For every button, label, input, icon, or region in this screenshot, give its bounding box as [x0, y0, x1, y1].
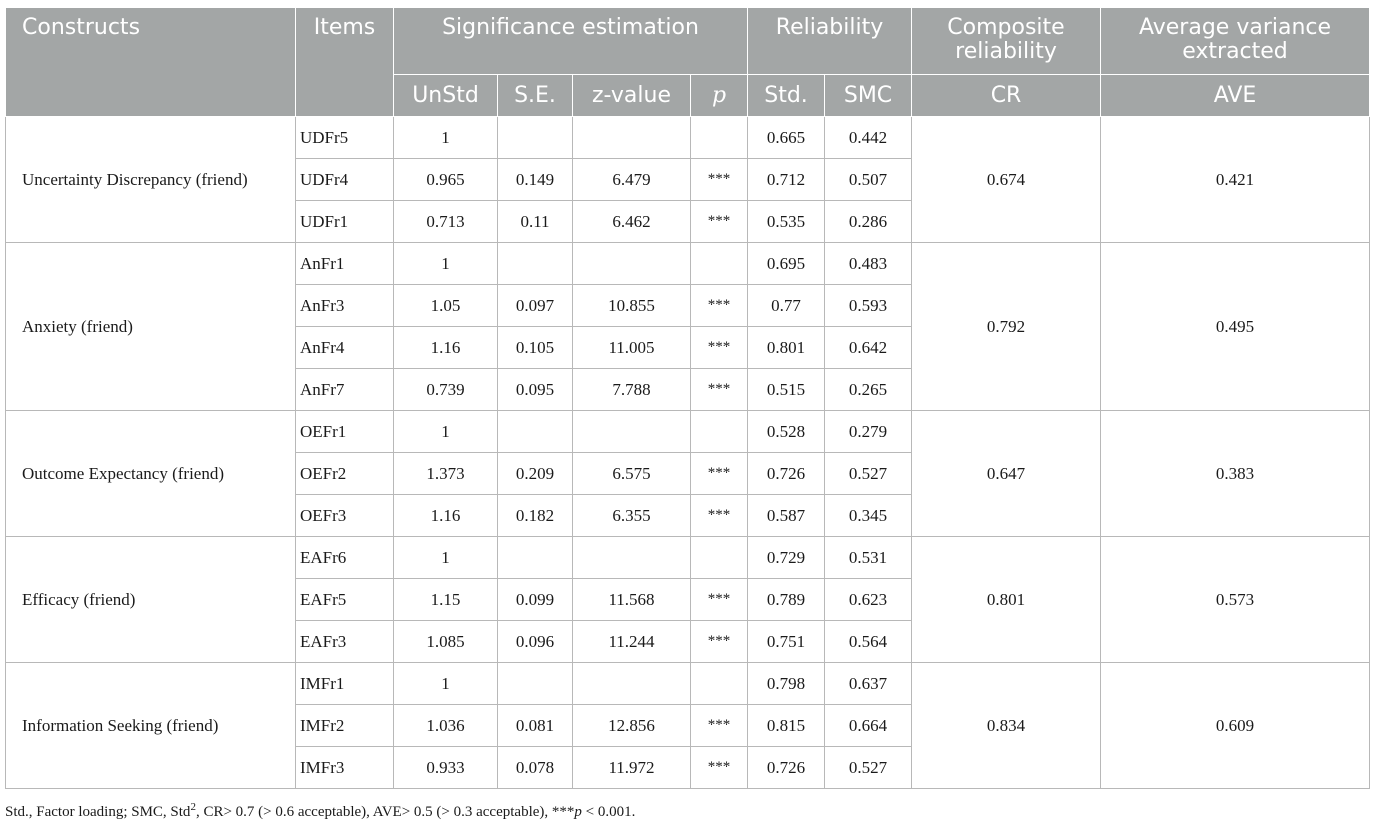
unstd-value: 1.085 [394, 621, 498, 663]
construct-name: Anxiety (friend) [6, 243, 296, 411]
z-value: 6.479 [573, 159, 691, 201]
p-significance [691, 117, 748, 159]
table-row [6, 663, 1370, 705]
cr-value: 0.647 [912, 411, 1101, 537]
item-code: AnFr7 [296, 369, 394, 411]
z-value [573, 117, 691, 159]
se-value: 0.095 [498, 369, 573, 411]
item-code: AnFr4 [296, 327, 394, 369]
se-value: 0.097 [498, 285, 573, 327]
std-value: 0.515 [748, 369, 825, 411]
ave-value: 0.495 [1101, 243, 1370, 411]
construct-name: Information Seeking (friend) [6, 663, 296, 789]
item-code: IMFr3 [296, 747, 394, 789]
ave-value: 0.383 [1101, 411, 1370, 537]
std-value: 0.726 [748, 747, 825, 789]
std-value: 0.801 [748, 327, 825, 369]
smc-value: 0.593 [825, 285, 912, 327]
p-significance: *** [691, 747, 748, 789]
std-value: 0.665 [748, 117, 825, 159]
item-code: IMFr1 [296, 663, 394, 705]
smc-value: 0.564 [825, 621, 912, 663]
z-value: 11.568 [573, 579, 691, 621]
se-value: 0.099 [498, 579, 573, 621]
z-value [573, 411, 691, 453]
item-code: UDFr4 [296, 159, 394, 201]
z-value [573, 243, 691, 285]
std-value: 0.77 [748, 285, 825, 327]
std-value: 0.528 [748, 411, 825, 453]
std-value: 0.712 [748, 159, 825, 201]
unstd-value: 1 [394, 537, 498, 579]
smc-value: 0.664 [825, 705, 912, 747]
cr-value: 0.834 [912, 663, 1101, 789]
unstd-value: 0.713 [394, 201, 498, 243]
header-constructs: Constructs [6, 8, 296, 117]
smc-value: 0.642 [825, 327, 912, 369]
ave-value: 0.609 [1101, 663, 1370, 789]
z-value: 11.244 [573, 621, 691, 663]
smc-value: 0.442 [825, 117, 912, 159]
table-row [6, 411, 1370, 453]
cfa-results-table [5, 7, 1370, 789]
se-value [498, 243, 573, 285]
smc-value: 0.623 [825, 579, 912, 621]
cr-value: 0.801 [912, 537, 1101, 663]
cr-value: 0.792 [912, 243, 1101, 411]
table-body [6, 117, 1370, 789]
p-significance: *** [691, 495, 748, 537]
z-value: 12.856 [573, 705, 691, 747]
unstd-value: 1.373 [394, 453, 498, 495]
smc-value: 0.265 [825, 369, 912, 411]
p-significance: *** [691, 621, 748, 663]
unstd-value: 1.05 [394, 285, 498, 327]
item-code: IMFr2 [296, 705, 394, 747]
smc-value: 0.637 [825, 663, 912, 705]
se-value [498, 411, 573, 453]
std-value: 0.798 [748, 663, 825, 705]
smc-value: 0.279 [825, 411, 912, 453]
item-code: EAFr6 [296, 537, 394, 579]
p-significance [691, 537, 748, 579]
unstd-value: 0.739 [394, 369, 498, 411]
p-significance: *** [691, 285, 748, 327]
item-code: OEFr3 [296, 495, 394, 537]
z-value: 11.972 [573, 747, 691, 789]
header-average-variance-extracted: Average variance extracted [1101, 8, 1370, 75]
header-unstd: UnStd [394, 75, 498, 117]
p-significance: *** [691, 705, 748, 747]
p-significance [691, 663, 748, 705]
header-z-value: z-value [573, 75, 691, 117]
item-code: OEFr2 [296, 453, 394, 495]
item-code: UDFr1 [296, 201, 394, 243]
se-value [498, 117, 573, 159]
p-significance [691, 411, 748, 453]
p-significance [691, 243, 748, 285]
std-value: 0.729 [748, 537, 825, 579]
z-value: 10.855 [573, 285, 691, 327]
header-smc: SMC [825, 75, 912, 117]
p-significance: *** [691, 453, 748, 495]
item-code: OEFr1 [296, 411, 394, 453]
construct-name: Outcome Expectancy (friend) [6, 411, 296, 537]
table-footnote: Std., Factor loading; SMC, Std$^2$, CR> 0.7 (> 0.6 acceptable), AVE> 0.5 (> 0.3 acceptable), ***p < 0.001. [5, 801, 636, 820]
item-code: AnFr3 [296, 285, 394, 327]
header-p: p [691, 75, 748, 117]
header-se: S.E. [498, 75, 573, 117]
se-value: 0.209 [498, 453, 573, 495]
z-value [573, 663, 691, 705]
se-value: 0.11 [498, 201, 573, 243]
table-header [6, 8, 1370, 117]
ave-value: 0.573 [1101, 537, 1370, 663]
header-composite-reliability: Composite reliability [912, 8, 1101, 75]
smc-value: 0.345 [825, 495, 912, 537]
p-significance: *** [691, 369, 748, 411]
se-value: 0.149 [498, 159, 573, 201]
se-value: 0.182 [498, 495, 573, 537]
table-row [6, 117, 1370, 159]
std-value: 0.751 [748, 621, 825, 663]
smc-value: 0.483 [825, 243, 912, 285]
std-value: 0.695 [748, 243, 825, 285]
z-value: 6.355 [573, 495, 691, 537]
p-significance: *** [691, 327, 748, 369]
header-cr: CR [912, 75, 1101, 117]
z-value [573, 537, 691, 579]
item-code: EAFr5 [296, 579, 394, 621]
smc-value: 0.286 [825, 201, 912, 243]
cr-value: 0.674 [912, 117, 1101, 243]
p-significance: *** [691, 159, 748, 201]
item-code: AnFr1 [296, 243, 394, 285]
z-value: 7.788 [573, 369, 691, 411]
item-code: UDFr5 [296, 117, 394, 159]
unstd-value: 1.16 [394, 327, 498, 369]
ave-value: 0.421 [1101, 117, 1370, 243]
unstd-value: 1 [394, 663, 498, 705]
smc-value: 0.527 [825, 453, 912, 495]
se-value [498, 663, 573, 705]
se-value: 0.096 [498, 621, 573, 663]
unstd-value: 1.16 [394, 495, 498, 537]
std-value: 0.789 [748, 579, 825, 621]
std-value: 0.535 [748, 201, 825, 243]
smc-value: 0.527 [825, 747, 912, 789]
smc-value: 0.507 [825, 159, 912, 201]
p-significance: *** [691, 201, 748, 243]
unstd-value: 1.15 [394, 579, 498, 621]
std-value: 0.815 [748, 705, 825, 747]
std-value: 0.726 [748, 453, 825, 495]
z-value: 11.005 [573, 327, 691, 369]
header-significance-estimation: Significance estimation [394, 8, 748, 75]
table-row [6, 537, 1370, 579]
std-value: 0.587 [748, 495, 825, 537]
smc-value: 0.531 [825, 537, 912, 579]
header-ave: AVE [1101, 75, 1370, 117]
item-code: EAFr3 [296, 621, 394, 663]
unstd-value: 1 [394, 411, 498, 453]
unstd-value: 1 [394, 243, 498, 285]
unstd-value: 0.965 [394, 159, 498, 201]
unstd-value: 1.036 [394, 705, 498, 747]
se-value: 0.078 [498, 747, 573, 789]
p-significance: *** [691, 579, 748, 621]
se-value [498, 537, 573, 579]
header-reliability: Reliability [748, 8, 912, 75]
z-value: 6.462 [573, 201, 691, 243]
z-value: 6.575 [573, 453, 691, 495]
table-row [6, 243, 1370, 285]
se-value: 0.081 [498, 705, 573, 747]
unstd-value: 0.933 [394, 747, 498, 789]
header-std: Std. [748, 75, 825, 117]
construct-name: Efficacy (friend) [6, 537, 296, 663]
unstd-value: 1 [394, 117, 498, 159]
se-value: 0.105 [498, 327, 573, 369]
header-items: Items [296, 8, 394, 117]
construct-name: Uncertainty Discrepancy (friend) [6, 117, 296, 243]
